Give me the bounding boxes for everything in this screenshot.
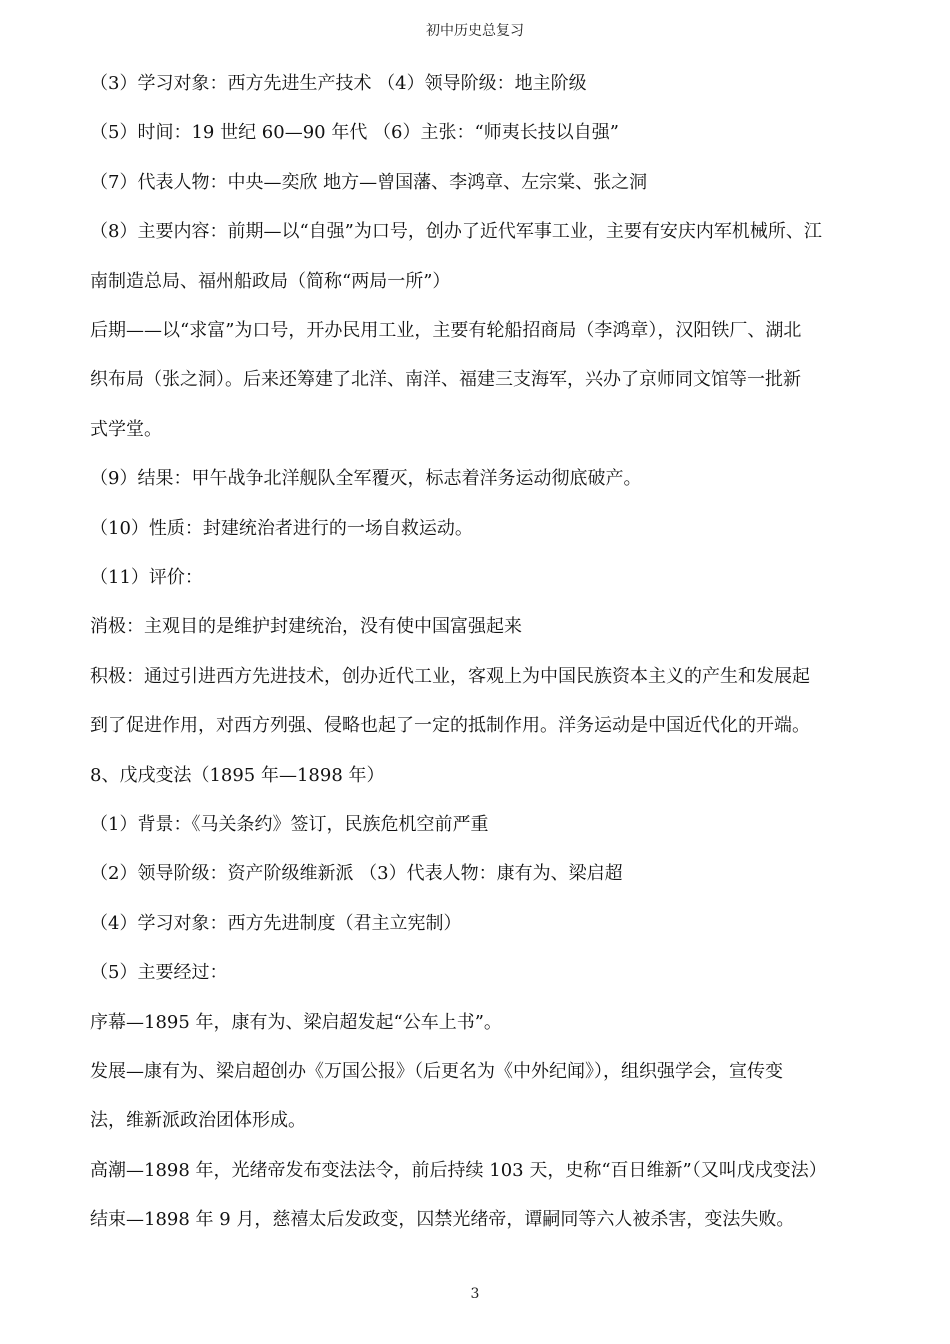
text-line: （5）时间：19 世纪 60—90 年代 （6）主张：“师夷长技以自强” [90,122,619,144]
text-line: 到了促进作用，对西方列强、侵略也起了一定的抵制作用。洋务运动是中国近代化的开端。 [90,715,810,737]
text-line: 式学堂。 [90,418,162,440]
text-line: （1）背景：《马关条约》签订，民族危机空前严重 [90,814,489,835]
text-line: 序幕—1895 年，康有为、梁启超发起“公车上书”。 [90,1011,502,1033]
section-heading: 8、戊戌变法（1895 年—1898 年） [90,764,385,786]
text-line: 后期——以“求富”为口号，开办民用工业，主要有轮船招商局（李鸿章），汉阳铁厂、湖北 [90,320,802,341]
text-line: （4）学习对象：西方先进制度（君主立宪制） [90,912,462,934]
text-line: （11）评价： [90,567,203,588]
text-line: 织布局（张之洞）。后来还筹建了北洋、南洋、福建三支海军，兴办了京师同文馆等一批新 [90,369,801,391]
text-line: 法，维新派政治团体形成。 [90,1110,306,1132]
text-line: 消极：主观目的是维护封建统治，没有使中国富强起来 [90,616,522,638]
text-line: 南制造总局、福州船政局（简称“两局一所”） [90,270,451,292]
text-line: 发展—康有为、梁启超创办《万国公报》（后更名为《中外纪闻》），组织强学会，宣传变 [90,1061,783,1082]
text-line: （5）主要经过： [90,962,228,984]
text-line: 结束—1898 年 9 月，慈禧太后发政变，囚禁光绪帝，谭嗣同等六人被杀害，变法失败。 [90,1209,795,1231]
page-number: 3 [470,1286,480,1302]
text-line: （7）代表人物：中央—奕欣 地方—曾国藩、李鸿章、左宗棠、张之洞 [90,171,648,193]
text-line: 积极：通过引进西方先进技术，创办近代工业，客观上为中国民族资本主义的产生和发展起 [90,665,810,687]
text-line: （10）性质：封建统治者进行的一场自救运动。 [90,517,473,539]
text-line: 高潮—1898 年，光绪帝发布变法法令，前后持续 103 天，史称“百日维新”（又叫戊戌变法） [90,1159,827,1181]
text-line: （3）学习对象：西方先进生产技术 （4）领导阶级：地主阶级 [90,73,587,94]
page-header: 初中历史总复习 [426,23,524,39]
text-line: （8）主要内容：前期—以“自强”为口号，创办了近代军事工业，主要有安庆内军机械所、江 [90,221,822,243]
text-line: （2）领导阶级：资产阶级维新派 （3）代表人物：康有为、梁启超 [90,863,623,885]
text-line: （9）结果：甲午战争北洋舰队全军覆灭，标志着洋务运动彻底破产。 [90,468,642,490]
